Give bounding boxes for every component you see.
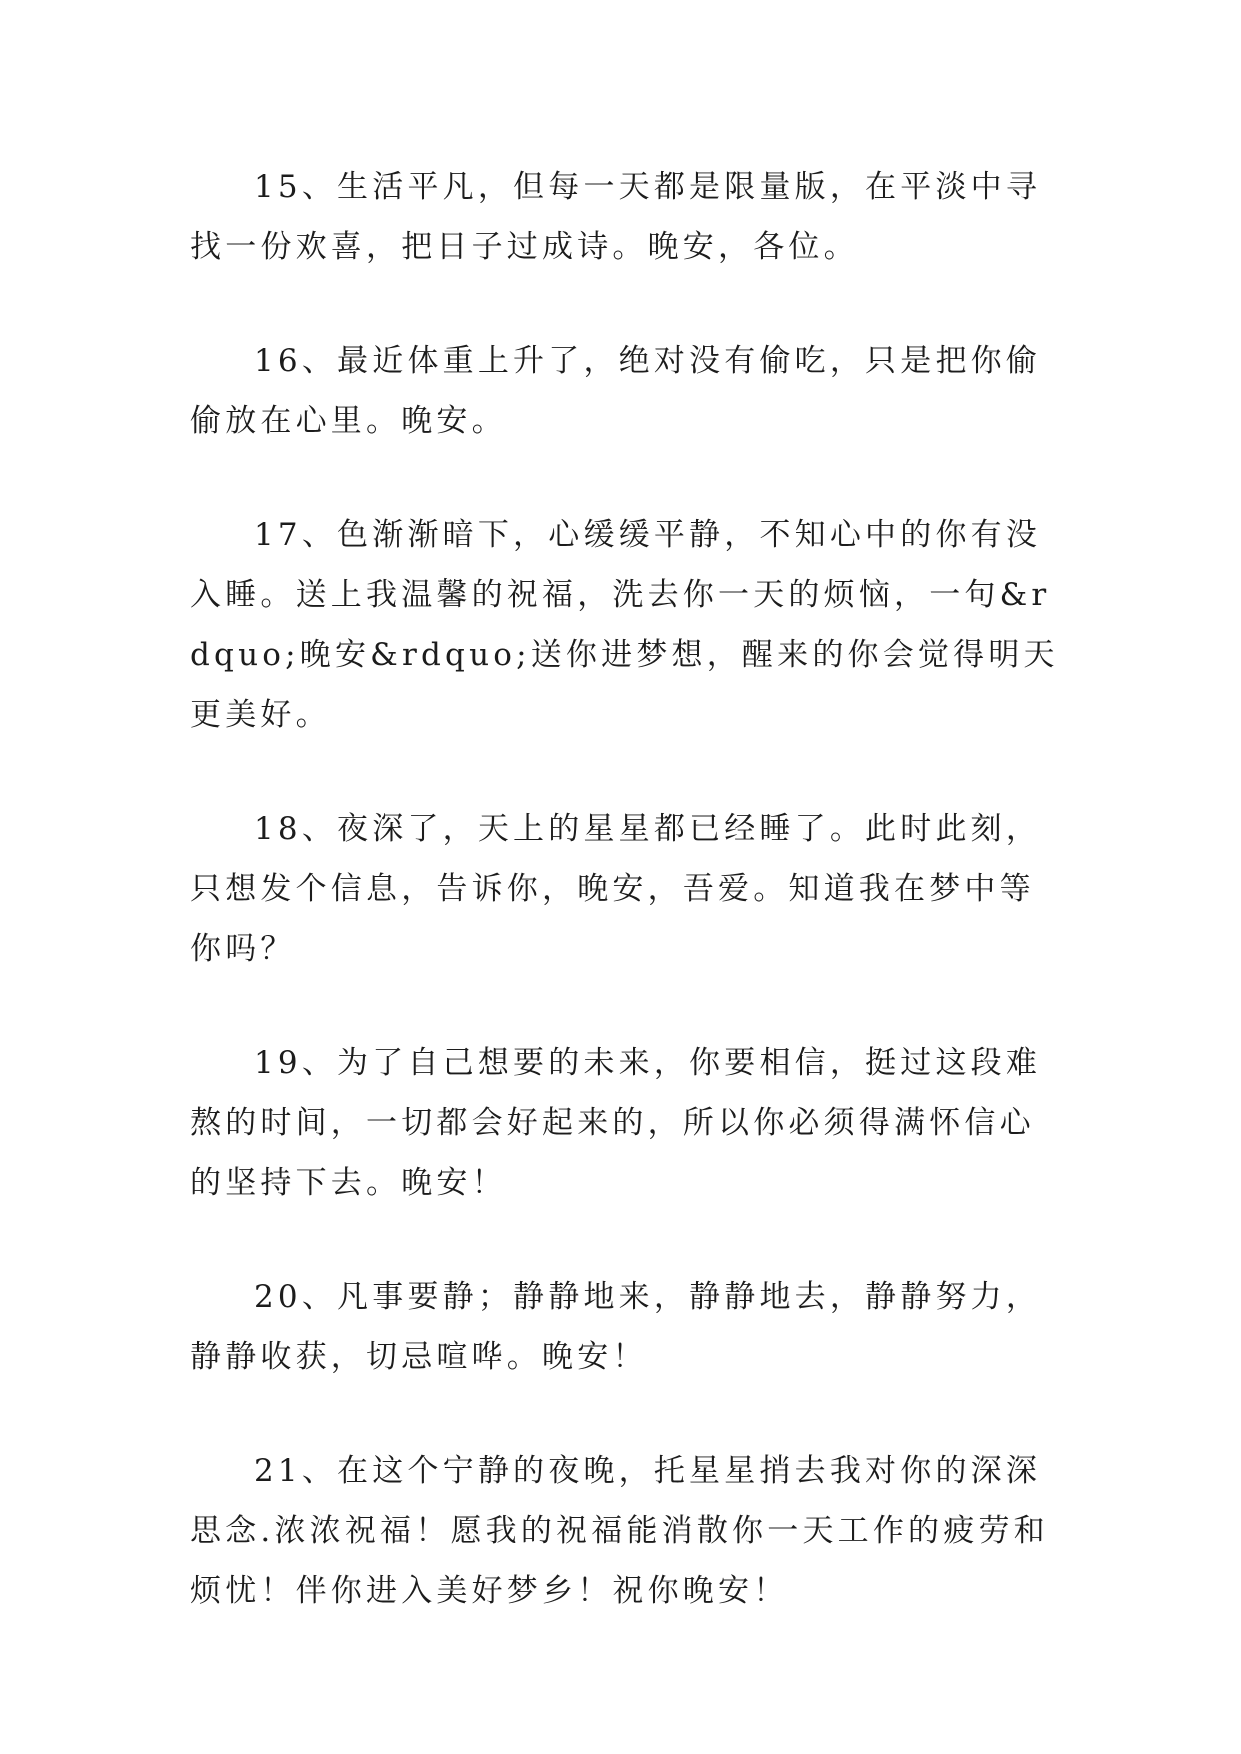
paragraph-18: 18、夜深了，天上的星星都已经睡了。此时此刻，只想发个信息，告诉你，晚安，吾爱。知道我在梦中等你吗？ <box>190 811 1042 967</box>
document-body <box>190 157 1060 1621</box>
paragraph-20: 20、凡事要静；静静地来，静静地去，静静努力，静静收获，切忌喧哗。晚安！ <box>190 1279 1042 1375</box>
paragraph-19: 19、为了自己想要的未来，你要相信，挺过这段难熬的时间，一切都会好起来的，所以你必须得满怀信心的坚持下去。晚安！ <box>190 1045 1042 1201</box>
paragraph-17: 17、色渐渐暗下，心缓缓平静，不知心中的你有没入睡。送上我温馨的祝福，洗去你一天的烦恼，一句&rdquo;晚安&rdquo;送你进梦想，醒来的你会觉得明天更美好。 <box>190 517 1059 733</box>
paragraph-21: 21、在这个宁静的夜晚，托星星捎去我对你的深深思念.浓浓祝福！愿我的祝福能消散你一天工作的疲劳和烦忧！伴你进入美好梦乡！祝你晚安！ <box>190 1453 1049 1609</box>
paragraph-16: 16、最近体重上升了，绝对没有偷吃，只是把你偷偷放在心里。晚安。 <box>190 343 1042 439</box>
paragraph-15: 15、生活平凡，但每一天都是限量版，在平淡中寻找一份欢喜，把日子过成诗。晚安，各位。 <box>190 169 1042 265</box>
